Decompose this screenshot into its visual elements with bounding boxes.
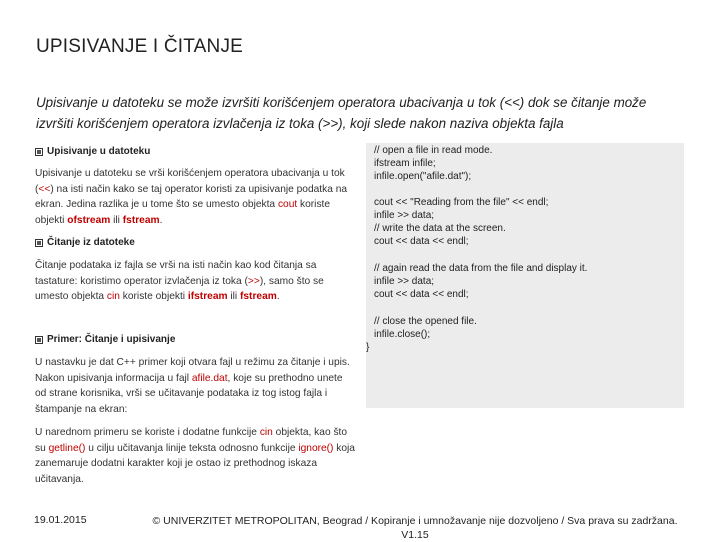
paragraph-citanje [35, 258, 355, 305]
paragraph-dodatne-funkcije [35, 425, 355, 487]
text-span: Upisivanje u datoteku se vrši korišćenjem operatora ubacivanja u tok ( [35, 168, 345, 195]
text-span: U narednom primeru se koriste i dodatne funkcije [35, 427, 260, 438]
heading-label: Čitanje iz datoteke [47, 237, 135, 248]
text-span: , koje su prethodno unete od strane korisnika, vrši se učitavanje podataka iz tog istog fajla i štampanje na ekran: [35, 372, 343, 415]
text-span: U nastavku je dat C++ primer koji otvara fajl u režimu za čitanje i upis. Nakon upisivanja informacija u fajl [35, 357, 350, 384]
keyword-cin: cin [259, 427, 273, 438]
footer-date: 19.01.2015 [34, 514, 87, 526]
keyword-cin: cin [106, 291, 120, 303]
text-span: objekta, kao što su [35, 427, 348, 454]
footer-copyright: © UNIVERZITET METROPOLITAN, Beograd / Kopiranje i umnožavanje nije dozvoljeno / Sva prava su zadržana. V1.15 [152, 515, 678, 541]
code-line: cout << "Reading from the file" << endl; [374, 197, 549, 208]
text-span: . [159, 214, 163, 226]
code-line: infile >> data; [374, 276, 435, 287]
text-span: koriste objekti [35, 199, 331, 226]
text-span: koriste objekti [119, 291, 188, 303]
heading-label: Primer: Čitanje i upisivanje [47, 334, 176, 345]
code-line: // write the data at the screen. [374, 223, 506, 234]
text-span: ili [227, 291, 240, 303]
heading-upisivanje [35, 146, 150, 157]
keyword-fstream: fstream [122, 214, 160, 226]
code-line: // close the opened file. [374, 316, 477, 327]
heading-citanje [35, 237, 135, 248]
paragraph-upisivanje [35, 166, 355, 228]
text-span: ) na isti način kako se taj operator koristi za upisivanje podatka na ekran. Jedina razlika je u tome što se umesto objekta [35, 183, 348, 211]
keyword-ofstream: ofstream [67, 214, 111, 226]
slide-title: UPISIVANJE I ČITANJE [36, 36, 244, 57]
operator-extract: >> [247, 275, 260, 287]
text-span: Čitanje podataka iz fajla se vrši na isti način kao kod čitanja sa tastature: koristimo operator izvlačenja iz toka ( [35, 260, 317, 287]
checkbox-bullet-icon [35, 239, 43, 247]
paragraph-primer [35, 355, 355, 417]
code-line: infile.open("afile.dat"); [374, 171, 472, 182]
code-line: // again read the data from the file and display it. [374, 263, 588, 274]
keyword-ifstream: ifstream [187, 291, 228, 303]
keyword-cout: cout [277, 199, 298, 211]
code-line: // open a file in read mode. [374, 145, 493, 156]
filename-afile: afile.dat [191, 372, 228, 384]
checkbox-bullet-icon [35, 336, 43, 344]
code-closing-brace: } [366, 342, 370, 353]
code-line: cout << data << endl; [374, 289, 469, 300]
code-line: cout << data << endl; [374, 236, 469, 247]
heading-primer [35, 334, 175, 345]
text-span: koja zanemaruje dodatni karakter koji je ostao iz prethodnog iskaza učitavanja. [35, 442, 355, 485]
text-span: ), samo što se umesto objekta [35, 275, 324, 303]
intro-text: Upisivanje u datoteku se može izvršiti korišćenjem operatora ubacivanja u tok (<<) dok se čitanje može izvršiti korišćenjem operatora izvlačenja iz toka (>>), koji slede nakon naziva objekta fajla [36, 95, 647, 131]
operator-insert: << [38, 183, 51, 195]
heading-label: Upisivanje u datoteku [47, 146, 151, 157]
checkbox-bullet-icon [35, 148, 43, 156]
code-line: infile >> data; [374, 210, 435, 221]
function-getline: getline() [48, 442, 86, 454]
function-ignore: ignore() [298, 442, 334, 454]
text-span: . [276, 291, 280, 303]
keyword-fstream: fstream [240, 291, 277, 303]
text-span: ili [110, 214, 123, 226]
text-span: u cilju učitavanja linije teksta odnosno funkcije [85, 442, 299, 454]
code-line: ifstream infile; [374, 158, 436, 169]
code-line: infile.close(); [374, 329, 431, 340]
